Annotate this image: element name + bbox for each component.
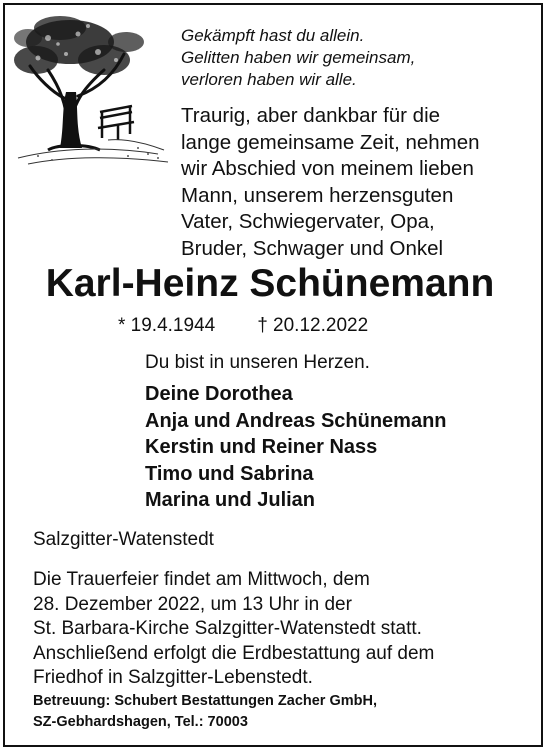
service-line: 28. Dezember 2022, um 13 Uhr in der (33, 593, 352, 615)
quote-line: Gekämpft hast du allein. (181, 26, 365, 45)
mourner-name: Timo und Sabrina (145, 462, 314, 485)
life-dates (118, 314, 368, 338)
service-line: Friedhof in Salzgitter-Lebenstedt. (33, 667, 313, 688)
intro-line: lange gemeinsame Zeit, nehmen (181, 130, 480, 154)
undertaker-line: SZ-Gebhardshagen, Tel.: 70003 (33, 714, 248, 730)
death-date: † 20.12.2022 (257, 315, 369, 336)
undertaker-info (33, 691, 377, 733)
birth-date: * 19.4.1944 (118, 315, 216, 336)
intro-line: wir Abschied von meinem lieben (181, 157, 474, 181)
intro-line: Mann, unserem herzensguten (181, 183, 454, 207)
service-line: Die Trauerfeier findet am Mittwoch, dem (33, 569, 370, 590)
quote-line: Gelitten haben wir gemeinsam, (181, 48, 416, 67)
mourner-name: Anja und Andreas Schünemann (145, 409, 447, 432)
undertaker-line: Betreuung: Schubert Bestattungen Zacher GmbH, (33, 693, 378, 709)
intro-text (181, 103, 480, 263)
mourners-list (145, 381, 447, 514)
quote-block (181, 25, 415, 91)
intro-line: Traurig, aber dankbar für die (181, 104, 441, 127)
intro-line: Vater, Schwiegervater, Opa, (181, 210, 435, 234)
tree-bench-icon (8, 8, 178, 168)
residence-place: Salzgitter-Watenstedt (33, 529, 214, 550)
intro-line: Bruder, Schwager und Onkel (181, 236, 444, 260)
quote-line: verloren haben wir alle. (181, 70, 357, 89)
deceased-name: Karl-Heinz Schünemann (45, 262, 495, 305)
service-line: St. Barbara-Kirche Salzgitter-Watenstedt statt. (33, 618, 422, 639)
service-details (33, 568, 434, 691)
mourner-name: Kerstin und Reiner Nass (145, 436, 378, 459)
mourner-name: Marina und Julian (145, 489, 316, 512)
mourner-name: Deine Dorothea (145, 383, 293, 405)
service-line: Anschließend erfolgt die Erdbestattung auf dem (33, 642, 435, 664)
mourners-heading: Du bist in unseren Herzen. (145, 352, 370, 373)
